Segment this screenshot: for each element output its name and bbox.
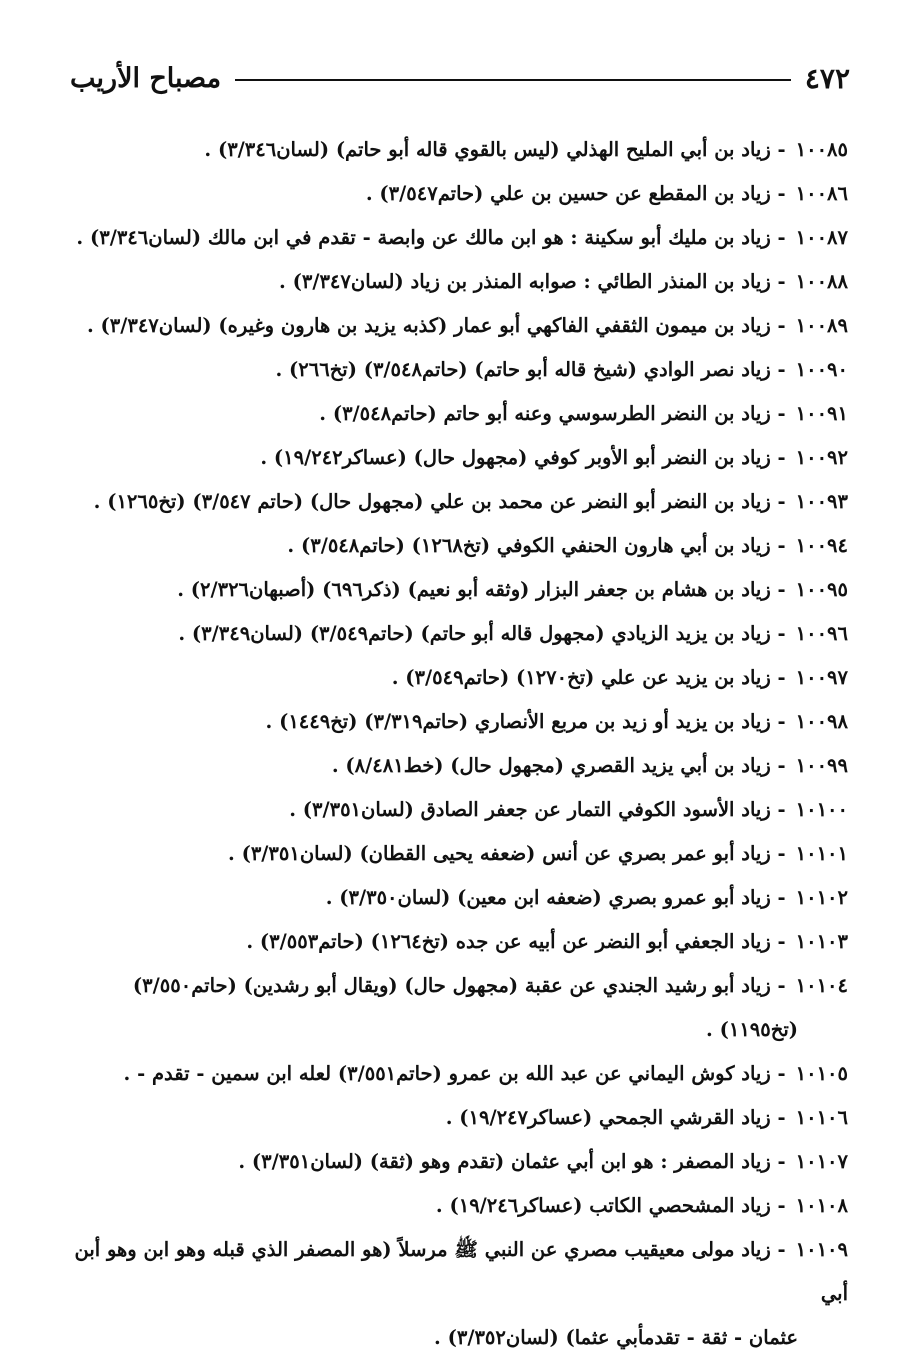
entry-10098 (68, 700, 848, 744)
entry-number: ١٠١٠٧ (795, 1150, 848, 1173)
entry-list (68, 128, 848, 1360)
entry-text: - زياد نصر الوادي (شيخ قاله أبو حاتم) (حاتم٣/٥٤٨) (تخ٢٦٦) . (275, 358, 786, 381)
entry-10088 (68, 260, 848, 304)
entry-text: - زياد بن يزيد عن علي (تخ١٢٧٠) (حاتم٣/٥٤٩) . (391, 666, 786, 689)
entry-10101 (68, 832, 848, 876)
entry-text: - زياد بن يزيد الزيادي (مجهول قاله أبو حاتم) (حاتم٣/٥٤٩) (لسان٣/٣٤٩) . (178, 622, 786, 645)
entry-10087 (68, 216, 848, 260)
entry-text: - زياد المشحصي الكاتب (عساكر١٩/٢٤٦) . (435, 1194, 786, 1217)
entry-10104 (68, 964, 848, 1052)
entry-number: ١٠٠٨٧ (795, 226, 848, 249)
entry-number: ١٠١٠٣ (795, 930, 848, 953)
entry-number: ١٠١٠٠ (795, 798, 848, 821)
entry-text: - زياد أبو عمر بصري عن أنس (ضعفه يحيى القطان) (لسان٣/٣٥١) . (228, 842, 786, 865)
entry-10100 (68, 788, 848, 832)
entry-number: ١٠٠٩٧ (795, 666, 848, 689)
entry-number: ١٠٠٨٦ (795, 182, 848, 205)
entry-text: - زياد بن أبي يزيد القصري (مجهول حال) (خط٨/٤٨١) . (331, 754, 786, 777)
entry-text: - زياد بن ميمون الثقفي الفاكهي أبو عمار (كذبه يزيد بن هارون وغيره) (لسان٣/٣٤٧) . (86, 314, 786, 337)
entry-10105 (68, 1052, 848, 1096)
entry-text: - زياد بن أبي هارون الحنفي الكوفي (تخ١٢٦٨) (حاتم٣/٥٤٨) . (287, 534, 786, 557)
entry-text: - زياد بن هشام بن جعفر البزار (وثقه أبو نعيم) (ذكر٦٩٦) (أصبهان٢/٣٢٦) . (177, 578, 786, 601)
entry-10096 (68, 612, 848, 656)
entry-number: ١٠٠٩٠ (795, 358, 848, 381)
entry-text: - زياد بن أبي المليح الهذلي (ليس بالقوي قاله أبو حاتم) (لسان٣/٣٤٦) . (204, 138, 786, 161)
entry-text: - زياد بن النضر الطرسوسي وعنه أبو حاتم (حاتم٣/٥٤٨) . (319, 402, 786, 425)
entry-10108 (68, 1184, 848, 1228)
entry-number: ١٠١٠٤ (795, 974, 848, 997)
entry-10109 (68, 1228, 848, 1360)
entry-text: - زياد مولى معيقيب مصري عن النبي ﷺ مرسلاً (هو المصفر الذي قبله وهو ابن وهو أبن أبي (74, 1238, 848, 1305)
entry-10086 (68, 172, 848, 216)
entry-10106 (68, 1096, 848, 1140)
entry-10097 (68, 656, 848, 700)
entry-10094 (68, 524, 848, 568)
entry-continuation: (تخ١١٩٥) . (706, 1018, 798, 1041)
page-number: ٤٧٢ (804, 61, 850, 95)
entry-number: ١٠٠٩٤ (795, 534, 848, 557)
entry-text: - زياد أبو عمرو بصري (ضعفه ابن معين) (لسان٣/٣٥٠) . (325, 886, 786, 909)
entry-text: - زياد بن المقطع عن حسين بن علي (حاتم٣/٥٤٧) . (365, 182, 786, 205)
entry-text: - زياد بن يزيد أو زيد بن مربع الأنصاري (حاتم٣/٣١٩) (تخ١٤٤٩) . (265, 710, 786, 733)
entry-text: - زياد بن النضر أبو الأوبر كوفي (مجهول حال) (عساكر١٩/٢٤٢) . (260, 446, 786, 469)
entry-number: ١٠١٠٩ (795, 1238, 848, 1261)
page-header (70, 58, 850, 98)
entry-text: - زياد الأسود الكوفي التمار عن جعفر الصادق (لسان٣/٣٥١) . (289, 798, 786, 821)
entry-10090 (68, 348, 848, 392)
entry-number: ١٠٠٨٩ (795, 314, 848, 337)
entry-number: ١٠٠٩٩ (795, 754, 848, 777)
entry-text: - زياد كوش اليماني عن عبد الله بن عمرو (حاتم٣/٥٥١) لعله ابن سمين - تقدم - . (123, 1062, 786, 1085)
entry-number: ١٠١٠٨ (795, 1194, 848, 1217)
entry-text: - زياد الجعفي أبو النضر عن أبيه عن جده (تخ١٢٦٤) (حاتم٣/٥٥٣) . (246, 930, 786, 953)
entry-number: ١٠٠٨٥ (795, 138, 848, 161)
entry-10092 (68, 436, 848, 480)
entry-10091 (68, 392, 848, 436)
entry-text: - زياد أبو رشيد الجندي عن عقبة (مجهول حال) (ويقال أبو رشدين) (حاتم٣/٥٥٠) (132, 974, 786, 997)
entry-text: - زياد بن المنذر الطائي : صوابه المنذر بن زياد (لسان٣/٣٤٧) . (279, 270, 786, 293)
entry-continuation: عثمان - ثقة - تقدمأبي عثما) (لسان٣/٣٥٢) . (434, 1326, 798, 1349)
header-rule (235, 79, 791, 81)
entry-10099 (68, 744, 848, 788)
entry-10095 (68, 568, 848, 612)
entry-number: ١٠٠٩٣ (795, 490, 848, 513)
entry-number: ١٠١٠١ (795, 842, 848, 865)
entry-number: ١٠١٠٥ (795, 1062, 848, 1085)
entry-10102 (68, 876, 848, 920)
entry-number: ١٠١٠٦ (795, 1106, 848, 1129)
entry-10103 (68, 920, 848, 964)
entry-number: ١٠٠٩٦ (795, 622, 848, 645)
entry-number: ١٠٠٩٨ (795, 710, 848, 733)
book-title: مصباح الأريب (70, 62, 222, 94)
entry-10107 (68, 1140, 848, 1184)
entry-number: ١٠٠٩٥ (795, 578, 848, 601)
entry-10085 (68, 128, 848, 172)
entry-number: ١٠٠٩١ (795, 402, 848, 425)
entry-text: - زياد المصفر : هو ابن أبي عثمان (تقدم وهو (ثقة) (لسان٣/٣٥١) . (238, 1150, 786, 1173)
entry-text: - زياد بن النضر أبو النضر عن محمد بن علي (مجهول حال) (حاتم ٣/٥٤٧) (تخ١٢٦٥) . (93, 490, 786, 513)
entry-10089 (68, 304, 848, 348)
entry-text: - زياد بن مليك أبو سكينة : هو ابن مالك عن وابصة - تقدم في ابن مالك (لسان٣/٣٤٦) . (76, 226, 786, 249)
entry-number: ١٠٠٩٢ (795, 446, 848, 469)
entry-number: ١٠١٠٢ (795, 886, 848, 909)
entry-text: - زياد القرشي الجمحي (عساكر١٩/٢٤٧) . (445, 1106, 786, 1129)
entry-number: ١٠٠٨٨ (795, 270, 848, 293)
entry-10093 (68, 480, 848, 524)
